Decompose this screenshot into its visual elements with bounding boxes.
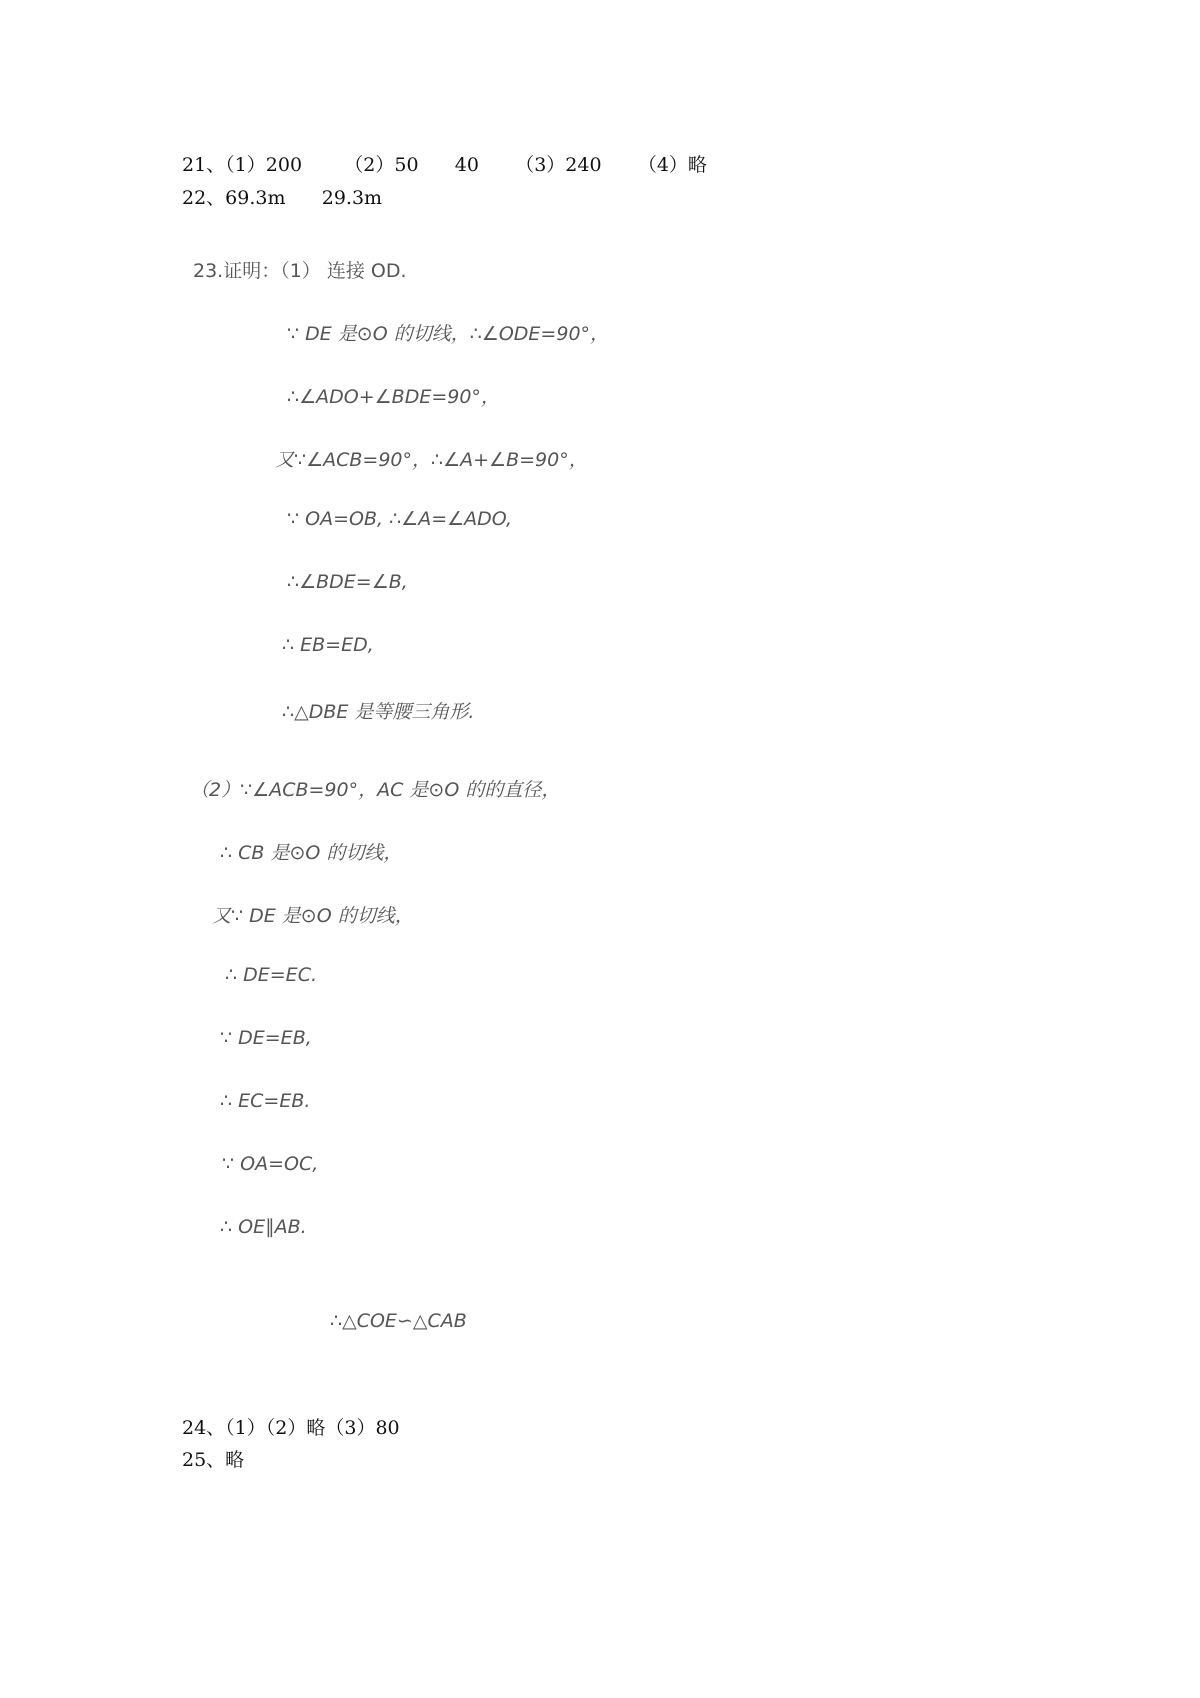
proof-line: ∴ EC=EB. (220, 1090, 311, 1112)
answer-22: 22、69.3m 29.3m (182, 187, 383, 209)
proof-line: ∴∠ADO+∠BDE=90°， (287, 386, 500, 408)
proof-line: ∴ DE=EC. (225, 964, 317, 986)
proof-line: ∴∠BDE=∠B, (287, 571, 408, 593)
proof-heading: 23.证明：（1） 连接 OD. (193, 260, 407, 282)
proof-line: 又∵ DE 是⊙O 的切线， (212, 905, 414, 927)
proof-part2-heading: （2）∵∠ACB=90°，AC 是⊙O 的的直径， (190, 779, 561, 801)
proof-line: ∴△DBE 是等腰三角形. (282, 701, 475, 723)
proof-line: ∵ DE=EB, (220, 1027, 312, 1049)
proof-line: ∵ OA=OC, (222, 1153, 319, 1175)
proof-line: ∴ CB 是⊙O 的切线， (220, 842, 403, 864)
proof-conclusion: ∴△COE∽△CAB (330, 1310, 467, 1332)
proof-line: ∵ OA=OB, ∴∠A=∠ADO, (287, 508, 512, 530)
proof-line: ∴ OE∥AB. (220, 1216, 307, 1238)
answer-25: 25、略 (182, 1449, 245, 1471)
answer-21: 21、（1）200 （2）50 40 （3）240 （4）略 (182, 154, 707, 176)
proof-line: ∵ DE 是⊙O 的切线，∴∠ODE=90°， (287, 323, 610, 345)
answer-24: 24、（1）（2）略（3）80 (182, 1417, 400, 1439)
proof-line: 又∵∠ACB=90°，∴∠A+∠B=90°， (275, 449, 588, 471)
proof-line: ∴ EB=ED, (282, 634, 374, 656)
